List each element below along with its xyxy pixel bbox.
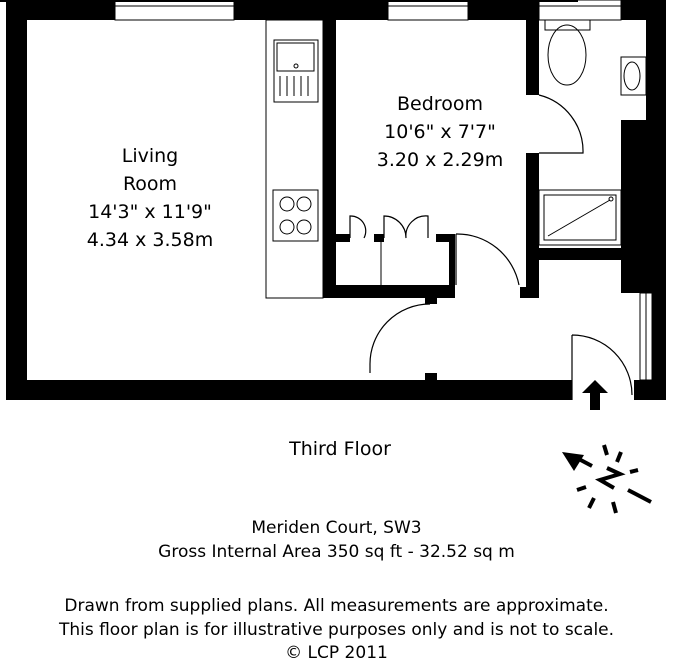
disclaimer-line-2: This floor plan is for illustrative purposes only and is not to scale. xyxy=(58,620,615,640)
bedroom-metric: 3.20 x 2.29m xyxy=(376,149,504,171)
bedroom-name: Bedroom xyxy=(397,93,483,115)
living-room-label xyxy=(87,142,213,254)
living-room-metric: 4.34 x 3.58m xyxy=(86,229,214,251)
hob xyxy=(273,190,318,241)
floor-label: Third Floor xyxy=(289,438,391,460)
address: Meriden Court, SW3 xyxy=(251,518,422,538)
living-room-imperial: 14'3" x 11'9" xyxy=(88,201,212,223)
disclaimer-line-1: Drawn from supplied plans. All measurements are approximate. xyxy=(64,596,609,616)
living-room-name-line2: Room xyxy=(122,173,178,195)
copyright: © LCP 2011 xyxy=(285,643,388,663)
bedroom-imperial: 10'6" x 7'7" xyxy=(384,121,496,143)
toilet xyxy=(548,25,586,85)
gross-area: Gross Internal Area 350 sq ft - 32.52 sq m xyxy=(158,542,515,562)
living-room-name-line1: Living xyxy=(121,145,179,167)
entrance-arrow-icon xyxy=(582,380,608,410)
bedroom-label xyxy=(377,90,503,174)
